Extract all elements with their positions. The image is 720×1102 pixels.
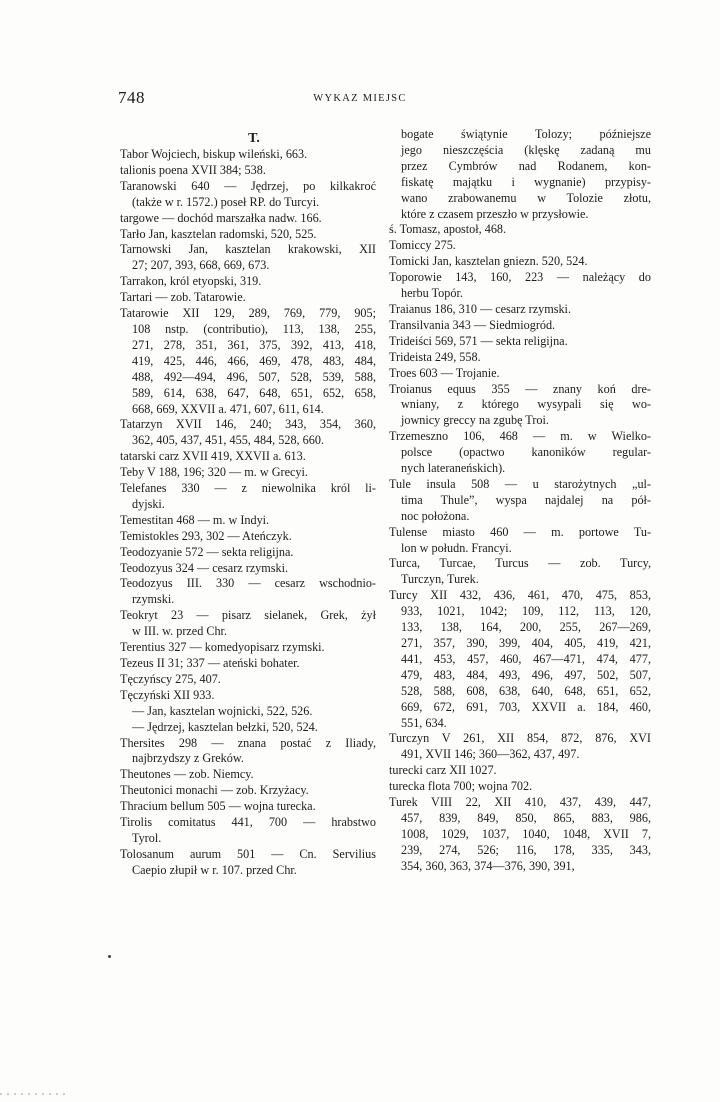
entry-line: Caepio złupił w r. 107. przed Chr. <box>132 862 297 877</box>
entry-line: talionis poena XVII 384; 538. <box>120 162 266 177</box>
entry-line: fiskatę majątku i wygnanie) przypisy- <box>401 174 651 189</box>
index-entry <box>120 465 376 481</box>
index-entry <box>120 163 376 179</box>
entry-line: Trideista 249, 558. <box>389 349 481 364</box>
index-entry <box>389 731 651 763</box>
index-entry <box>389 382 651 430</box>
margin-mark <box>108 955 111 958</box>
entry-line: najbrzydszy z Greków. <box>132 751 244 766</box>
index-entry <box>389 477 651 525</box>
entry-line: Teodozyus III. 330 — cesarz wschodnio- <box>120 576 376 591</box>
entry-line: Trzemeszno 106, 468 — m. w Wielko- <box>389 429 651 444</box>
entry-line: Teokryt 23 — pisarz sielanek, Grek, żył <box>120 608 376 623</box>
entry-line: wano zrabowanemu w Tolozie złotu, <box>401 190 651 205</box>
entry-line: Troianus equus 355 — znany koń dre- <box>389 381 651 396</box>
entry-line: Turczyn V 261, XII 854, 872, 876, XVI <box>389 731 651 746</box>
entry-line: 668, 669, XXVII a. 471, 607, 611, 614. <box>132 401 324 416</box>
entry-line: 354, 360, 363, 374—376, 390, 391, <box>401 858 575 873</box>
entry-line: Tęczyński XII 933. <box>120 687 215 702</box>
index-entry <box>389 525 651 557</box>
index-entry <box>120 815 376 847</box>
index-entry <box>120 688 376 704</box>
entry-line: — Jan, kasztelan wojnicki, 522, 526. <box>132 703 313 718</box>
index-entry <box>120 274 376 290</box>
index-entry <box>120 513 376 529</box>
index-entry <box>120 847 376 879</box>
entry-line: 479, 483, 484, 493, 496, 497, 502, 507, <box>401 667 651 682</box>
index-entry <box>389 238 651 254</box>
index-entry <box>389 318 651 334</box>
entry-line: (także w r. 1572.) poseł RP. do Turcyi. <box>132 194 320 209</box>
entry-line: Tartari — zob. Tatarowie. <box>120 290 246 305</box>
index-entry <box>389 270 651 302</box>
entry-line: tima Thule”, wyspa najdalej na pół- <box>401 492 651 507</box>
index-entry <box>120 147 376 163</box>
entry-line: 457, 839, 849, 850, 865, 883, 986, <box>401 810 651 825</box>
index-entry <box>120 242 376 274</box>
entry-line: w III. w. przed Chr. <box>132 624 227 639</box>
index-entry <box>389 302 651 318</box>
entry-line: Transilvania 343 — Siedmiogród. <box>389 317 556 332</box>
entry-line: — Jędrzej, kasztelan bełzki, 520, 524. <box>132 719 318 734</box>
entry-line: nych lateraneńskich). <box>401 461 506 476</box>
index-entry <box>120 767 376 783</box>
entry-line: 441, 453, 457, 460, 467—471, 474, 477, <box>401 651 651 666</box>
entry-line: herbu Topór. <box>401 286 463 301</box>
entry-line: Telefanes 330 — z niewolnika król li- <box>120 481 376 496</box>
entry-line: Traianus 186, 310 — cesarz rzymski. <box>389 301 571 316</box>
entry-line: 669, 672, 691, 703, XXVII a. 184, 460, <box>401 699 651 714</box>
entry-line: Troes 603 — Trojanie. <box>389 365 500 380</box>
index-entry <box>120 227 376 243</box>
entry-line: ś. Tomasz, apostoł, 468. <box>389 222 507 237</box>
entry-line: Teodozyanie 572 — sekta religijna. <box>120 544 294 559</box>
scan-edge-dots <box>0 1093 70 1095</box>
entry-line: dyjski. <box>132 496 165 511</box>
index-entry <box>389 350 651 366</box>
section-letter: T. <box>248 131 260 146</box>
entry-line: polsce (opactwo kanoników regular- <box>401 445 651 460</box>
entry-line: 271, 357, 390, 399, 404, 405, 419, 421, <box>401 636 651 650</box>
index-entry <box>120 736 376 768</box>
entry-line: Tabor Wojciech, biskup wileński, 663. <box>120 147 308 161</box>
entry-line: Toporowie 143, 160, 223 — należący do <box>389 270 651 285</box>
index-entry <box>120 656 376 672</box>
entry-line: Trideiści 569, 571 — sekta religijna. <box>389 333 568 348</box>
entry-line: Terentius 327 — komedyopisarz rzymski. <box>120 640 325 655</box>
entry-line: 1008, 1029, 1037, 1040, 1048, XVII 7, <box>401 826 651 841</box>
entry-line: Turcy XII 432, 436, 461, 470, 475, 853, <box>389 588 651 603</box>
entry-line: Tarło Jan, kasztelan radomski, 520, 525. <box>120 226 317 241</box>
index-entry <box>389 222 651 238</box>
entry-line: turecki carz XII 1027. <box>389 763 497 778</box>
index-entry <box>120 704 376 720</box>
index-entry <box>389 254 651 270</box>
entry-line: Turek VIII 22, XII 410, 437, 439, 447, <box>389 795 651 810</box>
entry-line: noc położona. <box>401 508 470 523</box>
entry-line: Tatarzyn XVII 146, 240; 343, 354, 360, <box>120 417 376 432</box>
index-entry <box>120 545 376 561</box>
entry-line: Tarnowski Jan, kasztelan krakowski, XII <box>120 242 376 257</box>
index-entry <box>120 306 376 417</box>
index-entry <box>120 608 376 640</box>
entry-line: Tolosanum aurum 501 — Cn. Servilius <box>120 846 376 861</box>
index-entry <box>120 417 376 449</box>
entry-line: Teby V 188, 196; 320 — m. w Grecyi. <box>120 465 308 480</box>
entry-line: Thersites 298 — znana postać z Iliady, <box>120 735 376 750</box>
entry-line: Teodozyus 324 — cesarz rzymski. <box>120 560 289 575</box>
entry-line: Tule insula 508 — u starożytnych „ul- <box>389 476 651 491</box>
entry-line: Turca, Turcae, Turcus — zob. Turcy, <box>389 556 651 571</box>
entry-line: 362, 405, 437, 451, 455, 484, 528, 660. <box>132 433 324 448</box>
index-entry <box>389 763 651 779</box>
entry-line: 551, 634. <box>401 715 447 730</box>
entry-line: 488, 492—494, 496, 507, 528, 539, 588, <box>132 369 376 384</box>
entry-line: wniany, z którego wysypali się wo- <box>401 397 651 412</box>
entry-line: tatarski carz XVII 419, XXVII a. 613. <box>120 449 306 464</box>
entry-line: Temestitan 468 — m. w Indyi. <box>120 512 270 527</box>
entry-line: Tarrakon, król etyopski, 319. <box>120 274 262 289</box>
page-number: 748 <box>118 88 145 107</box>
index-entry <box>120 720 376 736</box>
entry-line: 589, 614, 638, 647, 648, 651, 652, 658, <box>132 385 376 400</box>
index-entry <box>120 179 376 211</box>
entry-line: Tomiccy 275. <box>389 238 456 253</box>
entry-line: Thracium bellum 505 — wojna turecka. <box>120 799 316 814</box>
entry-line: rzymski. <box>132 592 175 607</box>
entry-line: Tęczyńscy 275, 407. <box>120 671 221 686</box>
index-entry <box>120 290 376 306</box>
entry-line: jego nieszczęścia (klęskę zadaną mu <box>401 142 651 157</box>
running-head: WYKAZ MIEJSC <box>313 93 407 104</box>
index-entry <box>120 783 376 799</box>
index-column-right <box>389 127 651 875</box>
entry-line: 491, XVII 146; 360—362, 437, 497. <box>401 747 580 762</box>
index-entry <box>120 561 376 577</box>
index-entry <box>389 127 651 222</box>
index-entry <box>389 429 651 477</box>
entry-line: Tyrol. <box>132 830 162 845</box>
entry-line: Theutonici monachi — zob. Krzyżacy. <box>120 783 309 798</box>
index-entry <box>120 640 376 656</box>
index-entry <box>389 366 651 382</box>
entry-line: przez Cymbrów nad Rodanem, kon- <box>401 158 651 173</box>
entry-line: Tomicki Jan, kasztelan gniezn. 520, 524. <box>389 254 588 269</box>
index-entry <box>120 449 376 465</box>
entry-line: Taranowski 640 — Jędrzej, po kilkakroć <box>120 178 376 193</box>
index-entry <box>120 799 376 815</box>
index-entry <box>389 795 651 875</box>
entry-line: Tatarowie XII 129, 289, 769, 779, 905; <box>120 306 376 321</box>
entry-line: 27; 207, 393, 668, 669, 673. <box>132 258 270 273</box>
index-entry <box>120 481 376 513</box>
entry-line: 419, 425, 446, 466, 469, 478, 483, 484, <box>132 353 376 368</box>
entry-line: turecka flota 700; wojna 702. <box>389 779 533 794</box>
entry-line: Theutones — zob. Niemcy. <box>120 767 254 782</box>
index-entry <box>389 588 651 731</box>
entry-line: Tulense miasto 460 — m. portowe Tu- <box>389 524 651 539</box>
index-entry <box>120 576 376 608</box>
index-entry <box>389 779 651 795</box>
entry-line: Tirolis comitatus 441, 700 — hrabstwo <box>120 815 376 830</box>
entry-line: Tezeus II 31; 337 — ateński bohater. <box>120 656 300 670</box>
entry-line: targowe — dochód marszałka nadw. 166. <box>120 210 322 225</box>
index-entry <box>389 556 651 588</box>
index-column-left <box>120 130 376 879</box>
entry-line: 133, 138, 164, 200, 255, 267—269, <box>401 620 651 635</box>
entry-line: 108 nstp. (contributio), 113, 138, 255, <box>132 321 376 336</box>
index-entry <box>120 529 376 545</box>
index-entry <box>389 334 651 350</box>
entry-line: Turczyn, Turek. <box>401 572 479 587</box>
entry-line: 271, 278, 351, 361, 375, 392, 413, 418, <box>132 337 376 352</box>
entry-line: bogate świątynie Tolozy; późniejsze <box>401 127 651 141</box>
entry-line: 933, 1021, 1042; 109, 112, 113, 120, <box>401 604 651 619</box>
entry-line: 239, 274, 526; 116, 178, 335, 343, <box>401 842 651 857</box>
index-entry <box>120 672 376 688</box>
entry-line: Temistokles 293, 302 — Ateńczyk. <box>120 528 292 543</box>
entry-line: które z czasem przeszło w przysłowie. <box>401 206 589 221</box>
entry-line: jownicy greccy na zgubę Troi. <box>401 413 549 428</box>
entry-line: 528, 588, 608, 638, 640, 648, 651, 652, <box>401 683 651 698</box>
entry-line: lon w połudn. Francyi. <box>401 540 512 555</box>
index-entry <box>120 211 376 227</box>
